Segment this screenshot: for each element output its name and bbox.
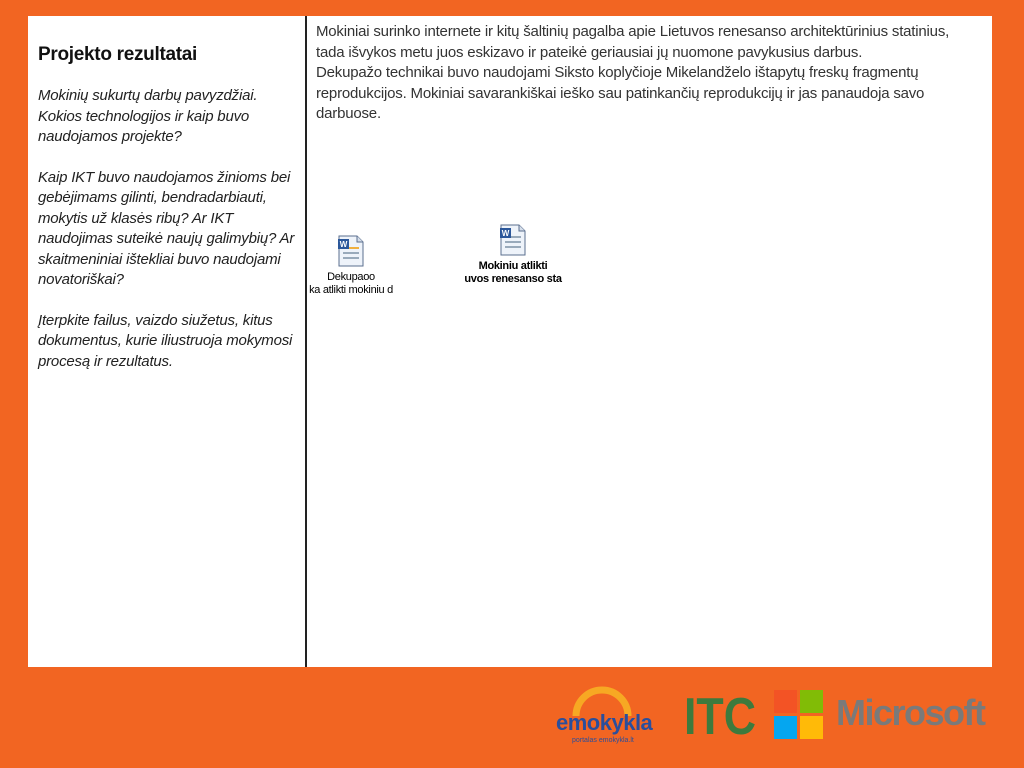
- microsoft-wordmark: Microsoft: [836, 692, 985, 733]
- embedded-file-decoupage[interactable]: [296, 235, 406, 297]
- content-panel: [28, 16, 992, 667]
- svg-text:W: W: [501, 229, 510, 238]
- itc-logo: [684, 688, 756, 746]
- file-caption-line1: Mokiniu atlikti: [478, 260, 548, 272]
- word-document-icon: [338, 235, 364, 267]
- left-column: [38, 44, 296, 392]
- right-column: [316, 22, 976, 125]
- file-caption-line2: ka atlikti mokiniu d: [309, 284, 393, 296]
- svg-text:W: W: [339, 240, 348, 249]
- footer-logos: [0, 680, 1024, 768]
- description-paragraph-1: Mokiniai surinko internete ir kitų šaltinių pagalba apie Lietuvos renesanso architektūrinius statinius, tada išvykos metu juos eskizavo ir pateikė geriausiai jų nuomone pavykusius darbus.: [316, 23, 950, 61]
- microsoft-windows-icon: [774, 690, 824, 740]
- prompt-insert-files: Įterpkite failus, vaizdo siužetus, kitus dokumentus, kurie iliustruoja mokymosi procesą ir rezultatus.: [38, 311, 293, 370]
- prompt-examples: Mokinių sukurtų darbų pavyzdžiai. Kokios technologijos ir kaip buvo naudojamos projekte?: [38, 87, 258, 145]
- itc-wordmark: ITC: [684, 688, 756, 746]
- embedded-file-student-works[interactable]: [458, 224, 568, 286]
- page-title: Projekto rezultatai: [38, 44, 198, 65]
- emokykla-logo: [554, 682, 664, 746]
- emokykla-subtitle: portalas emokykla.lt: [572, 737, 634, 744]
- word-document-icon: [500, 224, 526, 256]
- prompt-ict-usage: Kaip IKT buvo naudojamos žinioms bei gebėjimams gilinti, bendradarbiauti, mokytis už klasės ribų? Ar IKT naudojimas suteikė naujų galimybių? Ar skaitmeniniai ištekliai buvo naudojami novatoriškai?: [38, 168, 295, 288]
- emokykla-wordmark: emokykla: [556, 710, 653, 735]
- file-caption-line2: uvos renesanso sta: [464, 273, 562, 285]
- column-divider: [305, 16, 307, 667]
- file-caption-line1: Dekupaoo: [327, 271, 375, 283]
- description-paragraph-2: Dekupažo technikai buvo naudojami Siksto koplyčioje Mikelandželo ištapytų freskų fragmentų reprodukcijos. Mokiniai savarankiškai ieško sau patinkančių reprodukcijų ir jas panaudoja savo darbuose.: [316, 64, 925, 122]
